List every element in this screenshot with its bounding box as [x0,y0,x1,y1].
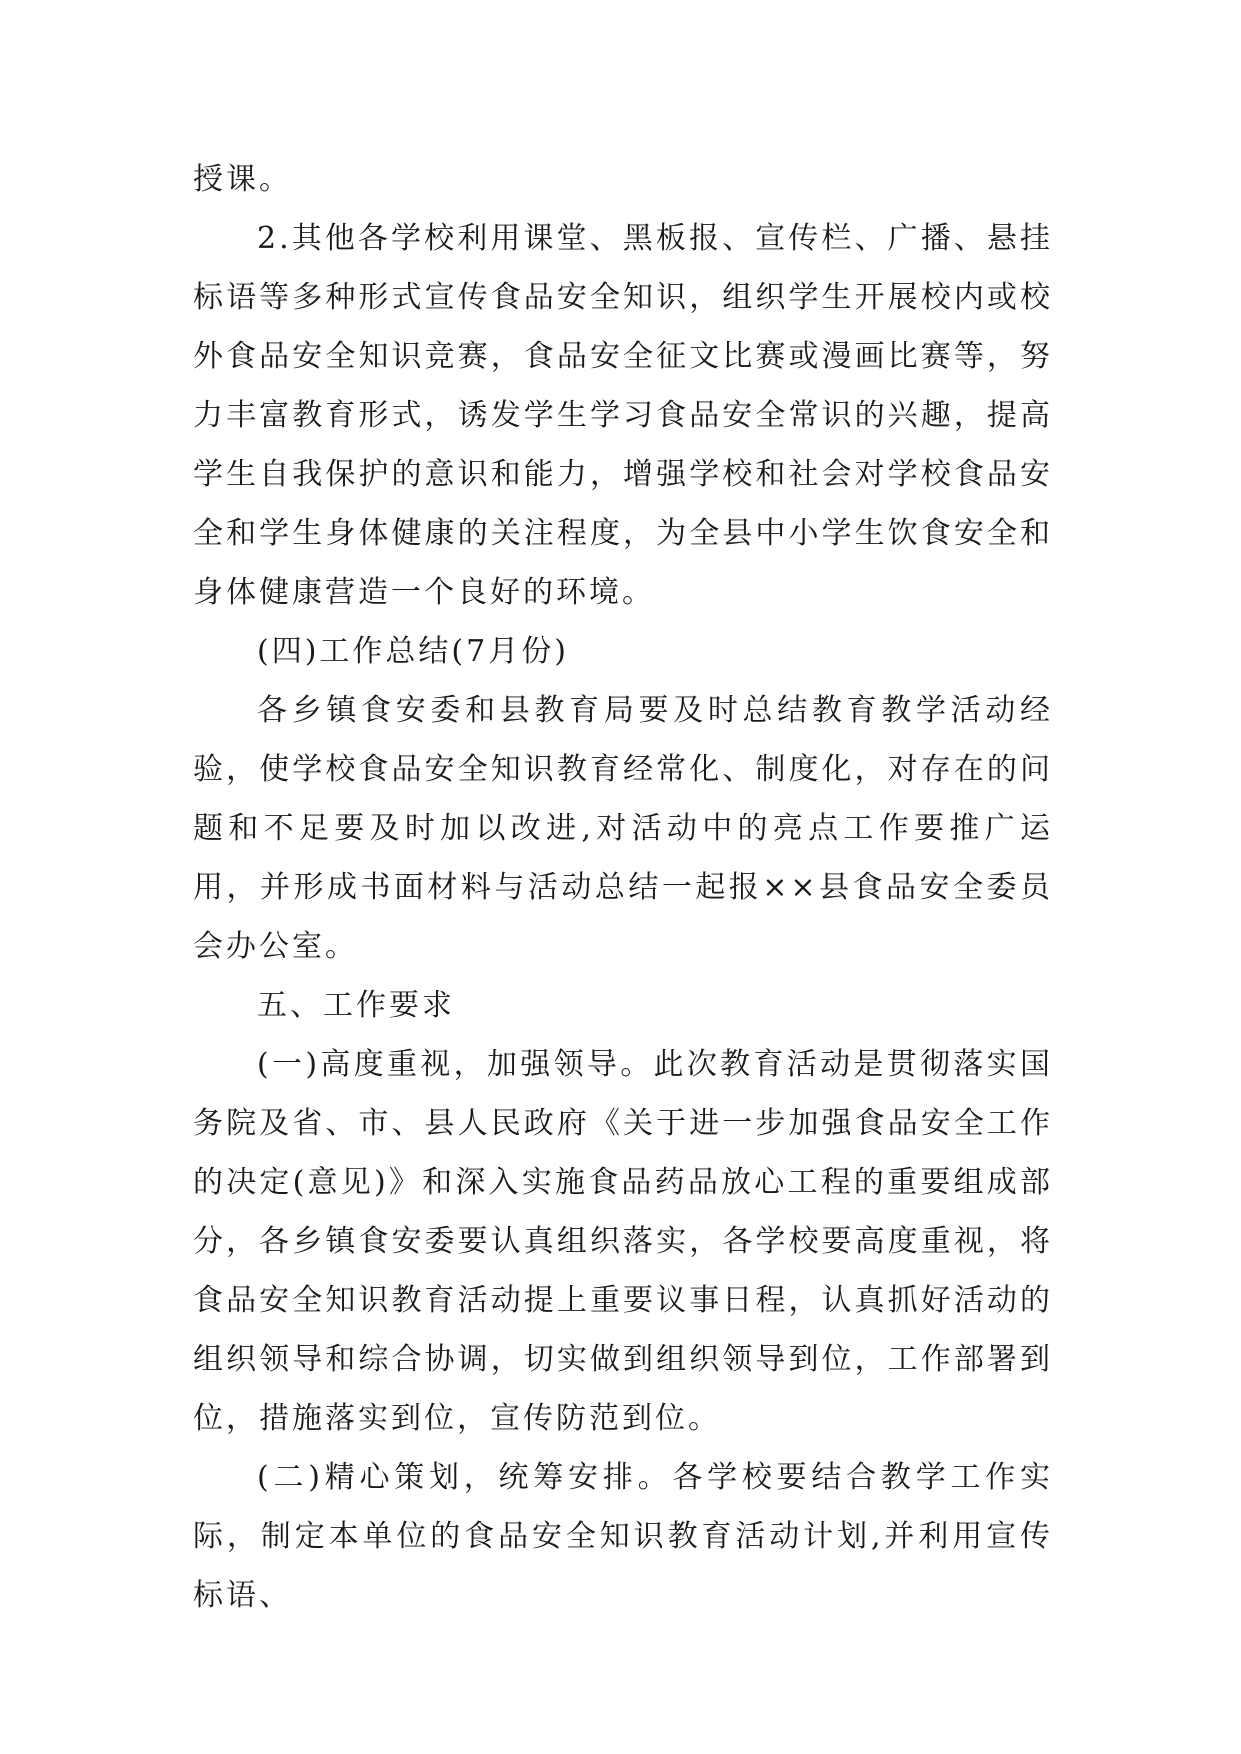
paragraph-leadership: (一)高度重视，加强领导。此次教育活动是贯彻落实国务院及省、市、县人民政府《关于进一步加强食品安全工作的决定(意见)》和深入实施食品药品放心工程的重要组成部分，各乡镇食安委要认真组织落实，各学校要高度重视，将食品安全知识教育活动提上重要议事日程，认真抓好活动的组织领导和综合协调，切实做到组织领导到位，工作部署到位，措施落实到位，宣传防范到位。 [193,1047,1053,1436]
paragraph-work-summary: 各乡镇食安委和县教育局要及时总结教育教学活动经验，使学校食品安全知识教育经常化、制度化，对存在的问题和不足要及时加以改进,对活动中的亮点工作要推广运用，并形成书面材料与活动总结一起报××县食品安全委员会办公室。 [193,693,1053,964]
section-heading-work-summary: (四)工作总结(7月份) [257,634,569,669]
section-heading-requirements: 五、工作要求 [257,988,455,1023]
paragraph-school-activities: 2.其他各学校利用课堂、黑板报、宣传栏、广播、悬挂标语等多种形式宣传食品安全知识，组织学生开展校内或校外食品安全知识竞赛，食品安全征文比赛或漫画比赛等，努力丰富教育形式，诱发学生学习食品安全常识的兴趣，提高学生自我保护的意识和能力，增强学校和社会对学校食品安全和学生身体健康的关注程度，为全县中小学生饮食安全和身体健康营造一个良好的环境。 [193,221,1053,610]
paragraph-planning: (二)精心策划，统筹安排。各学校要结合教学工作实际，制定本单位的食品安全知识教育活动计划,并利用宣传标语、 [193,1460,1053,1613]
body-text [193,150,1053,1625]
paragraph-continuation: 授课。 [193,162,292,197]
